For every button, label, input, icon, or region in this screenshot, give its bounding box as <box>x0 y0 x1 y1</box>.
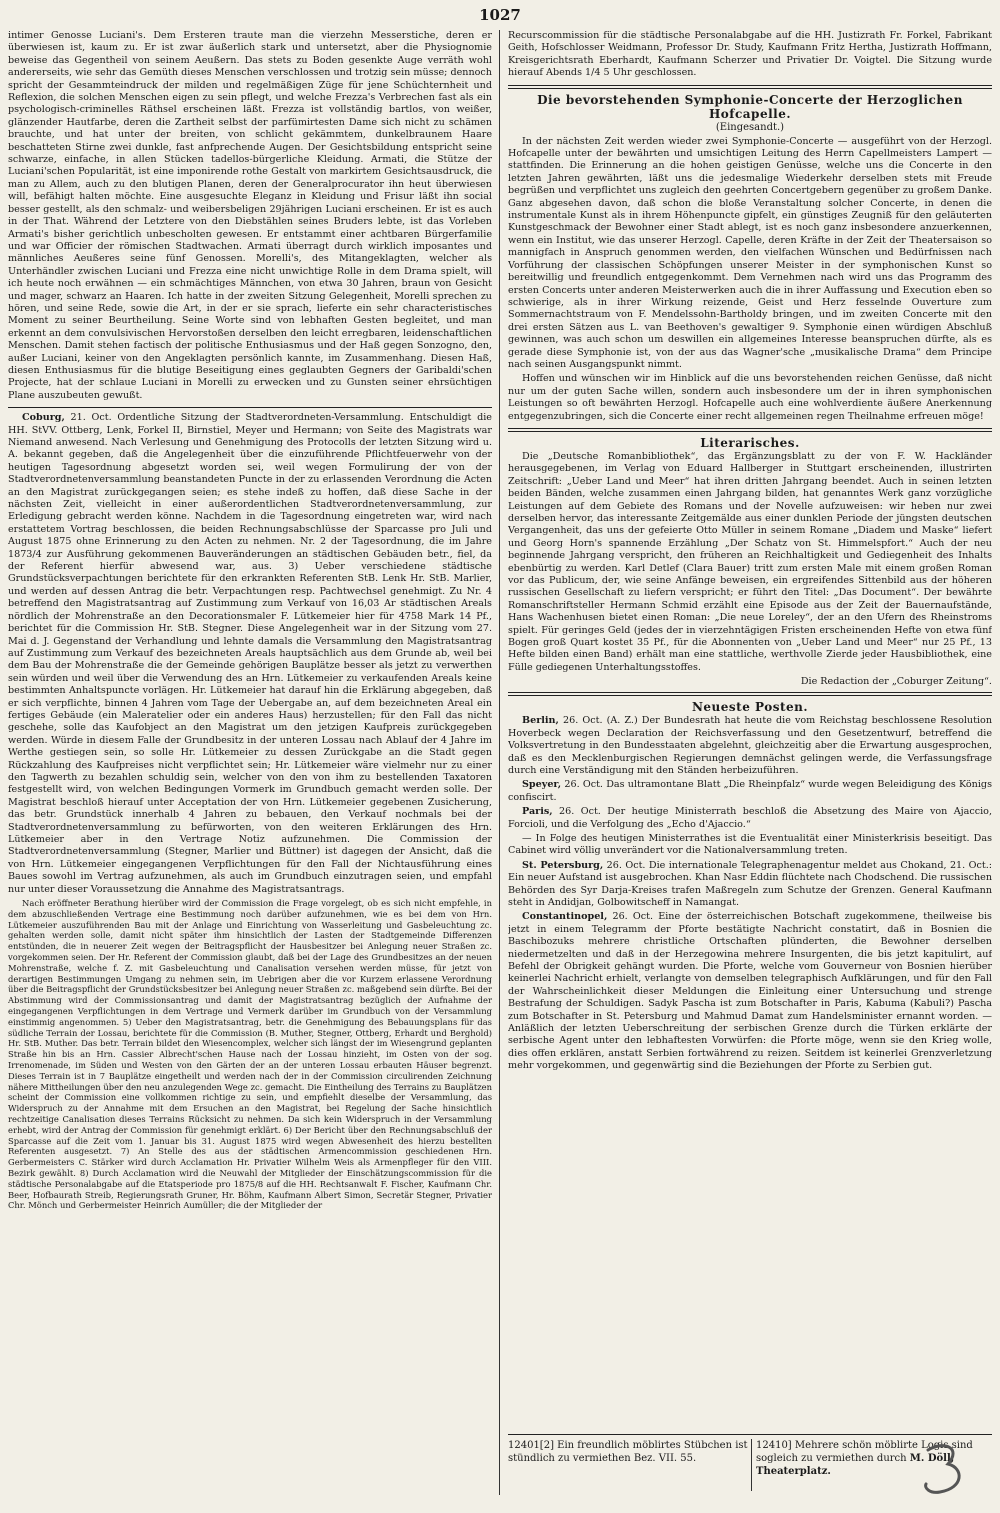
news-petersburg-text: 26. Oct. Die internationale Telegraphenagentur meldet aus Chokand, 21. Oct.: Ein neuer Aufstand ist ausgebrochen. Khan Nasr Eddin flüchtete nach Chodschend. Die russischen Behörden des Syr Darja-Kreises trafen Maßregeln zum Schutze der Grenzen. General Kaufmann steht in Andidjan, Golbowitscheff in Namangat. <box>508 859 992 908</box>
dateline-berlin: Berlin, <box>522 715 559 727</box>
dateline-paris: Paris, <box>522 806 553 818</box>
ad-room-for-rent <box>508 1439 748 1465</box>
page-number: 1027 <box>479 6 521 24</box>
section-divider <box>508 85 992 89</box>
trial-report-paragraph: intimer Genosse Luciani's. Dem Ersteren traute man die vierzehn Messerstiche, deren er überwiesen ist, kaum zu. Er ist zwar äußerlich stark und untersetzt, aber die Physiognomie beweise das Gegentheil von seinem Aeußern. Das stets zu Boden gesenkte Auge verräth wohl andererseits, wie sehr das Gemüth dieses Menschen verschlossen und trotzig sein müsse; dennoch spricht der Gesammteindruck der milden und regelmäßigen Züge für jene Schüchternheit und Reflexion, die solchen Menschen eigen zu sein pflegt, und welche Frezza's Verbrechen fast als ein psychologisch-criminelles Räthsel erscheinen läßt. Frezza ist vollständig bartlos, von weißer, glänzender Hautfarbe, deren die Zartheit selbst der parfümirtesten Dame sich nicht zu schämen brauchte, und hat unter der breiten, von schlicht gekämmtem, dunkelbraunem Haare beschatteten Stirne zwei dunkle, fast anfprechende Augen. Der Gesichtsbildung entspricht seine schwarze, einfache, in allen Stücken tadellos-bürgerliche Kleidung. Armati, die Stütze der Luciani'schen Popularität, ist eine imponirende rothe Gestalt von markirtem Gesichtsausdruck, die man zu Allem, auch zu den blutigen Planen, deren der Generalprocurator ihn heut überwiesen will, befähigt halten möchte. Eine ausgesuchte Eleganz in Kleidung und Frisur läßt ihn social besser gestellt, als den schmalz- und weibersbeligen 29jährigen Luciani erscheinen. Er ist es auch in der That. Während der Letztere von den Diebstählen seines Bruders lebte, ist das Vorleben Armati's bisher gerichtlich unbescholten gewesen. Er entstammt einer achtbaren Bürgerfamilie und war Officier der römischen Stadtwachen. Armati überragt durch wirklich imposantes und männliches Aeußeres seine fünf Genossen. Morelli's, des Mitangeklagten, welcher als Unterhändler zwischen Luciani und Frezza eine nicht unwichtige Rolle in dem Drama spielt, will ich heute noch erwähnen — ein schmächtiges Männchen, von etwa 30 Jahren, braun von Gesicht und mager, schwarz an Haaren. Ich hatte in der zweiten Sitzung Gelegenheit, Morelli sprechen zu hören, und seine Rede, sowie die Art, in der er sie sprach, lieferte ein sehr characteristisches Moment zu seiner Beurtheilung. Seine Worte sind von lebhaften Gesten begleitet, und man erkennt an dem convulsivischen Hervorstoßen derselben den leicht erregbaren, leidenschaftlichen Menschen. Damit stehen factisch der politische Enthusiasmus und der Haß gegen Sonzogno, den, außer Luciani, keiner von den Angeklagten persönlich kannte, im Zusammenhang. Diesen Haß, diesen Enthusiasmus für die blutige Beseitigung eines geglaubten Gegners der Garibaldi'schen Projecte, hat der schlaue Luciani in Morelli zu erwecken und zu Gunsten seiner ehrsüchtigen Plane auszubeuten gewußt. <box>8 30 492 401</box>
ad-text: Ein freundlich möblirtes Stübchen ist stündlich zu vermiethen Bez. VII. 55. <box>508 1440 748 1464</box>
left-column <box>8 30 492 1478</box>
dateline-coburg: Coburg, <box>22 412 65 424</box>
dateline-speyer: Speyer, <box>522 779 562 791</box>
news-paris-2: — In Folge des heutigen Ministerrathes ist die Eventualität einer Ministerkrisis beseitigt. Das Cabinet wird völlig unverändert vor die Nationalversammlung treten. <box>508 832 992 857</box>
coburg-report-continued: Nach eröffneter Berathung hierüber wird der Commission die Frage vorgelegt, ob es sich nicht empfehle, in dem abzuschließenden Vertrage eine Bestimmung noch darüber aufzunehmen, wie es bei dem von Hrn. Lütkemeier auszuführenden Bau mit der Anlage und Einrichtung von Wasserleitung und Gasbeleuchtung zc. gehalten werden solle, damit nicht später ihm hinsichtlich der Lasten der Stadtgemeinde Differenzen entstünden, die in neuerer Zeit wegen der Beitragspflicht der Hausbesitzer bei Anlegung neuer Straßen zc. vorgekommen seien. Der Hr. Referent der Commission glaubt, daß bei der Lage des Grundbesitzes an der neuen Mohrenstraße, welche f. Z. mit Gasbeleuchtung und Canalisation versehen werden müsse, für jetzt von derartigen Bestimmungen Umgang zu nehmen sein, im Uebrigen aber die vor Kurzem erlassene Verordnung über die Beitragspflicht der Grundstücksbesitzer bei Anlegung neuer Straßen zc. maßgebend sein dürfte. Bei der Abstimmung wird der Commissionsantrag und damit der Magistratsantrag bezüglich der Aufnahme der eingegangenen Verpflichtungen in dem Vertrage und Vermerk darüber im Grundbuch von der Versammlung einstimmig angenommen. 5) Ueber den Magistratsantrag, betr. die Genehmigung des Bebauungsplans für das südliche Terrain der Lossau, berichtete für die Commission (B. Muther, Stegner, Ottberg, Erhardt und Berghold) Hr. StB. Muther. Das betr. Terrain bildet den Wiesencomplex, welcher sich längst der im Wiesengrund geplanten Straße hin bis an Hrn. Cassier Albrecht'schen Hause nach der Lossau hinzieht, im Osten von der sog. Irrenomenade, im Süden und Westen von den Gärten der an der unteren Lossau erbauten Häuser begrenzt. Dieses Terrain ist in 7 Bauplätze eingetheilt und werden nach der in der Commission circulirenden Zeichnung nähere Mittheilungen über den neu anzulegenden Wege zc. gemacht. Die Eintheilung des Terrains zu Bauplätzen scheint der Commission eine vollkommen richtige zu sein, und empfiehlt dieselbe der Versammlung, das Widerspruch zu der Annahme mit dem Ersuchen an den Magistrat, bei Regelung der Sache hinsichtlich rechtzeitige Canalisation dieses Terrains Rücksicht zu nehmen. Da sich kein Widerspruch in der Versammlung erhebt, wird der Antrag der Commission für genehmigt erklärt. 6) Der Bericht über den Rechnungsabschluß der Sparcasse auf die Zeit vom 1. Januar bis 31. August 1875 wird wegen Abwesenheit des hierzu bestellten Referenten ausgesetzt. 7) An Stelle des aus der städtischen Armencommission geschiedenen Hrn. Gerbermeisters C. Stärker wird durch Acclamation Hr. Privatier Wilhelm Weis als Armenpfleger für den VIII. Bezirk gewählt. 8) Durch Acclamation wird die Neuwahl der Mitglieder der Einschätzungscommission für die städtische Personalabgabe auf die Etatsperiode pro 1875/8 auf die HH. Rechtsanwalt F. Fischer, Kaufmann Chr. Beer, Hofbaurath Streib, Regierungsrath Gruner, Hr. Böhm, Kaufmann Albert Simon, Secretär Stegner, Privatier Chr. Mönch und Gerbermeister Heinrich Aumüller; die der Mitglieder der <box>8 898 492 1211</box>
concert-subheading: (Eingesandt.) <box>715 121 785 133</box>
news-paris-text: 26. Oct. Der heutige Ministerrath beschloß die Absetzung des Maire von Ajaccio, Forcioli, und die Verfolgung des „Echo d'Ajaccio.“ <box>508 806 992 830</box>
news-constantinople-text: 26. Oct. Eine der österreichischen Botschaft zugekommene, theilweise bis jetzt in einem Telegramm der Pforte bestätigte Nachricht constatirt, daß in Bosnien die Baschibozuks mehrere christliche Ortschaften plünderten, die Bewohner derselben niedermetzelten und daß in der Herzegowina mehrere Insurgenten, die bis jetzt kapitulirt, auf Befehl der Obrigkeit gehängt wurden. Die Pforte, welche vom Gouverneur von Bosnien hierüber keinerlei Nachricht erhielt, verlangte von demselben telegraphisch Aufklärungen, und für den Fall der Wahrscheinlichkeit dieser Meldungen die Einleitung einer Untersuchung und strenge Bestrafung der Schuldigen. Sadyk Pascha ist zum Botschafter in Paris, Kabuma (Kabuli?) Pascha zum Botschafter in St. Petersburg und Mahmud Damat zum Handelsminister ernannt worden. — Anläßlich der letzten Ueberschreitung der serbischen Grenze durch die Türken erklärte der serbische Agent unter den lebhaftesten Vorwürfen: die Pforte möge, wenn sie den Krieg wolle, dies offen erklären, anstatt Serbien fortwährend zu reizen. Seitdem ist keinerlei Grenzverletzung mehr vorgekommen, und gegenwärtig sind die Beziehungen der Pforte zu Serbien gut. <box>508 911 992 1072</box>
news-berlin-text: 26. Oct. (A. Z.) Der Bundesrath hat heute die vom Reichstag beschlossene Resolution Hoverbeck wegen Declaration der Reichsverfassung und den Gesetzentwurf, betreffend die Volksvertretung in den Bundesstaaten abgelehnt, gleichzeitig aber die Erwartung ausgesprochen, daß es den Mecklenburgischen Regierungen demnächst gelingen werde, die Verfassungsfrage durch eine Verständigung mit den Ständen herbeizuführen. <box>508 715 992 776</box>
news-paris <box>508 806 992 831</box>
right-column <box>508 30 992 1420</box>
concert-heading: Die bevorstehenden Symphonie-Concerte der Herzoglichen Hofcapelle. <box>537 92 963 121</box>
news-heading: Neueste Posten. <box>691 700 809 715</box>
handwritten-number-mark <box>914 1440 974 1498</box>
dateline-petersburg: St. Petersburg, <box>522 859 604 871</box>
ad-number: 12401[2] <box>508 1440 554 1451</box>
news-constantinople <box>508 911 992 1072</box>
literature-signature: Die Redaction der „Coburger Zeitung“. <box>800 676 992 688</box>
section-divider <box>508 692 992 696</box>
news-speyer <box>508 779 992 804</box>
commission-paragraph: Recurscommission für die städtische Personalabgabe auf die HH. Justizrath Fr. Forkel, Fabrikant Geith, Hofschlosser Weidmann, Professor Dr. Study, Kaufmann Fritz Hertha, Justizrath Hoffmann, Kreisgerichtsrath Eberhardt, Kaufmann Scherzer und Privatier Dr. Voigtel. Die Sitzung wurde hierauf Abends 1/4 5 Uhr geschlossen. <box>508 30 992 79</box>
ad-text: Mehrere schön möblirte Logis sind sogleich zu vermiethen durch <box>756 1440 973 1464</box>
ad-signature: M. Döll, Theaterplatz. <box>756 1453 955 1477</box>
coburg-report <box>8 412 492 896</box>
dateline-constantinople: Constantinopel, <box>522 911 608 923</box>
section-divider <box>508 428 992 432</box>
concert-paragraph-2: Hoffen und wünschen wir im Hinblick auf die uns bevorstehenden reichen Genüsse, daß nicht nur um der guten Sache willen, sondern auch insbesondere um der in ihren symphonischen Leistungen so oft bewährten Herzogl. Hofcapelle auch eine wohlverdiente äußere Anerkennung entgegenzubringen, sich die Concerte einer recht allgemeinen regen Theilnahme erfreuen möge! <box>508 373 992 422</box>
news-berlin <box>508 715 992 777</box>
ad-number: 12410] <box>756 1440 792 1451</box>
ad-divider <box>751 1439 752 1491</box>
coburg-report-text: 21. Oct. Ordentliche Sitzung der Stadtverordneten-Versammlung. Entschuldigt die HH. StVV. Ottberg, Lenk, Forkel II, Birnstiel, Meyer und Hermann; von Seite des Magistrats war Niemand anwesend. Nach Verlesung und Genehmigung des Protocolls der letzten Sitzung wird u. A. bekannt gegeben, daß die Angelegenheit über die einzuführende Pflichtfeuerwehr von der heutigen Tagesordnung abgesetzt worden sei, weil wegen Formulirung der von der Stadtverordnetenversammlung beanstandeten Puncte in der zu erlassenden Verordnung die Acten an den Magistrat zurückgegangen seien; es stehe indeß zu hoffen, daß diese Sache in der nächsten Zeit, vielleicht in einer außerordentlichen Stadtverordnetenversammlung, zur Erledigung gebracht werden könne. Nachdem in die Tagesordnung eingetreten war, wird nach erstattetem Vortrag beschlossen, die beiden Rechnungsabschlüsse der Sparcasse pro Juli und August 1875 ohne Erinnerung zu den Acten zu nehmen. Nr. 2 der Tagesordnung, die im Jahre 1873/4 zur Ausführung gekommenen Bauveränderungen an städtischen Gebäuden betr., fiel, da der Referent hierfür abwesend war, aus. 3) Ueber verschiedene städtische Grundstücksverpachtungen berichtete für den erkrankten Referenten StB. Lenk Hr. StB. Marlier, und werden auf dessen Antrag die betr. Verpachtungen resp. Pachtwechsel genehmigt. Zu Nr. 4 betreffend den Magistratsantrag auf Zustimmung zum Verkauf von 16,03 Ar städtischen Areals nördlich der Mohrenstraße an den Decorationsmaler F. Lütkemeier hier für 4758 Mark 14 Pf., berichtet für die Commission Hr. StB. Stegner. Diese Angelegenheit war in der Sitzung vom 27. Mai d. J. Gegenstand der Verhandlung und lehnte damals die Versammlung den Magistratsantrag auf Zustimmung zum Verkauf des bezeichneten Areals hauptsächlich aus dem Grunde ab, weil bei dem Bau der Mohrenstraße die der Gemeinde gehörigen Bauplätze besser als jetzt zu verwerthen sein würden und weil über die Verwendung des an Hrn. Lütkemeier zu verkaufenden Areals keine bestimmten Anhaltspuncte vorlägen. Hr. Lütkemeier hat darauf hin die Erklärung abgegeben, daß er sich verpflichte, binnen 4 Jahren vom Tage der Uebergabe an, auf dem bezeichneten Areal ein fertiges Gebäude (ein Maleratelier oder ein anderes Haus) herzustellen; für den Fall das nicht geschehe, solle das Kaufobject an den Magistrat um den jetzigen Kaufpreis zurückgegeben werden. Würde in diesem Falle der Grundbesitz in der unteren Lossau nach Ablauf der 4 Jahre im Werthe gestiegen sein, so solle Hr. Lütkemeier zu dessen Zurückgabe an die Stadt gegen Rückzahlung des Kaufpreises nicht verpflichtet sein; Hr. Lütkemeier wäre vielmehr nur zu einer den Tagwerth zu bezahlen schuldig sein, welcher von den von ihm zu bestellenden Taxatoren festgestellt wird, von welchen Bedingungen Vormerk im Grundbuch gemacht werden solle. Der Magistrat beschloß hierauf unter Acceptation der von Hrn. Lütkemeier gegebenen Zusicherung, das betr. Grundstück innerhalb 4 Jahren zu bebauen, den Verkauf nochmals bei der Stadtverordnetenversammlung zu befürworten, von den weiteren Erklärungen des Hrn. Lütkemeier aber in den Vertrage Notiz aufzunehmen. Die Commission der Stadtverordnetenversammlung (Stegner, Marlier und Büttner) ist dagegen der Ansicht, daß die von Hrn. Lütkemeier eingegangenen Verpflichtungen für den Fall der Nichtausführung eines Baues sowohl im Vertrag aufzunehmen, als auch im Grundbuch einzutragen seien, und empfahl nur unter dieser Voraussetzung die Annahme des Magistratsantrags. <box>8 412 492 895</box>
column-rule <box>499 30 500 1495</box>
news-speyer-text: 26. Oct. Das ultramontane Blatt „Die Rheinpfalz“ wurde wegen Beleidigung des Königs confiscirt. <box>508 779 992 803</box>
section-divider <box>8 407 492 408</box>
concert-paragraph-1: In der nächsten Zeit werden wieder zwei Symphonie-Concerte — ausgeführt von der Herzogl. Hofcapelle unter der bewährten und umsichtigen Leitung des Herrn Capellmeisters Lampert — stattfinden. Die Erinnerung an die hohen geistigen Genüsse, welche uns die Concerte in den letzten Jahren gewährten, läßt uns die jedesmalige Wiederkehr derselben stets mit Freude begrüßen und verpflichtet uns zugleich den geehrten Concertgebern gegenüber zu großem Danke. Ganz abgesehen davon, daß schon die bloße Veranstaltung solcher Concerte, in denen die instrumentale Kunst als in ihrem Höhenpuncte gipfelt, ein günstiges Zeugniß für den geläuterten Kunstgeschmack der Bewohner einer Stadt ablegt, ist es noch ganz insbesondere anzuerkennen, wenn ein Institut, wie das unserer Herzogl. Capelle, deren Kräfte in der Zeit der Theatersaison so mannigfach in Anspruch genommen werden, den vielfachen Wünschen und Bedürfnissen nach Vorführung der classischen Schöpfungen unserer Meister in der symphonischen Kunst so bereitwillig und freundlich entgegenkommt. Dem Vernehmen nach wird uns das Programm des ersten Concerts unter anderen Meisterwerken auch die in ihrer Auffassung und Execution eben so schwierige, als in ihrer Wirkung reizende, Geist und Herz fesselnde Ouverture zum Sommernachtstraum von F. Mendelssohn-Bartholdy bringen, und im zweiten Concerte mit den drei ersten Sätzen aus L. van Beethoven's gewaltiger 9. Symphonie einen würdigen Abschluß gewinnen, was auch schon um deswillen ein allgemeines Interesse beanspruchen dürfte, als es gerade diese Symphonie ist, von der aus das Wagner'sche „musikalische Drama“ dem Principe nach seinen Ausgangspunkt nimmt. <box>508 135 992 370</box>
news-petersburg <box>508 860 992 910</box>
literature-heading: Literarisches. <box>700 435 800 450</box>
literature-paragraph: Die „Deutsche Romanbibliothek“, das Ergänzungsblatt zu der von F. W. Hackländer herausgegebenen, im Verlag von Eduard Hallberger in Stuttgart erscheinenden, illustrirten Zeitschrift: „Ueber Land und Meer“ hat ihren dritten Jahrgang beendet. Auch in seinen letzten beiden Bänden, welche zusammen einen Jahrgang bilden, hat genanntes Werk ganz vorzügliche Leistungen auf dem Gebiete des Romans und der Novelle aufzuweisen: wir heben nur zwei derselben hervor, das interessante Zeitgemälde aus einer dunklen Periode der jüngsten deutschen Vergangenheit, das uns der gefeierte Otto Müller in seinem Romane „Diadem und Maske“ liefert und Georg Horn's spannende Erzählung „Der Schatz von St. Himmelspfort.“ Auch der neu beginnende Jahrgang verspricht, den früheren an Reichhaltigkeit und Gediegenheit des Inhalts ebenbürtig zu werden. Karl Detlef (Clara Bauer) tritt zum ersten Male mit einem großen Roman vor das Publicum, der, wie seine Anfänge beweisen, ein ergreifendes Sittenbild aus der höheren russischen Gesellschaft zu liefern verspricht; er führt den Titel: „Das Document“. Der bewährte Romanschriftsteller Hermann Schmid erzählt eine Episode aus der Zeit der Bauernaufstände, Hans Wachenhusen bietet einen Roman: „Die neue Loreley“, der an den Ufern des Rheinstroms spielt. Für geringes Geld (jedes der in vierzehntägigen Fristen erscheinenden Hefte von etwa fünf Bogen groß Quart kostet 35 Pf., für die Abonnenten von „Ueber Land und Meer“ nur 25 Pf., 13 Hefte bilden einen Band) erhält man eine stattliche, werthvolle Zierde jeder Hausbibliothek, eine Fülle gediegenen Unterhaltungsstoffes. <box>508 450 992 673</box>
